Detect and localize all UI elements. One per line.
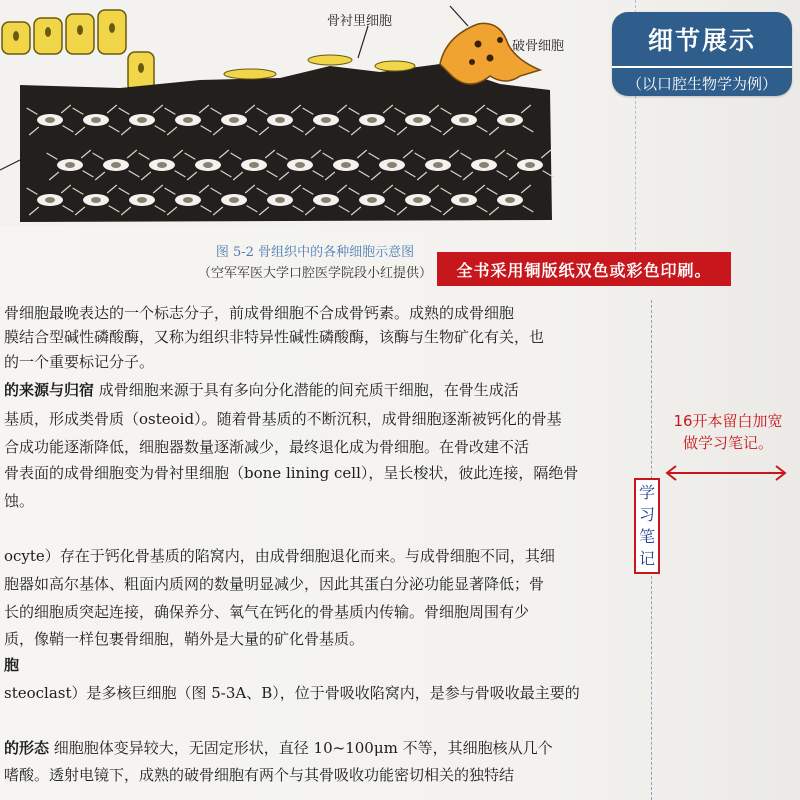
body-line-text: 的一个重要标记分子。 — [4, 353, 155, 371]
osteoclast-label: 破骨细胞 — [512, 39, 565, 54]
margin-note — [660, 410, 796, 454]
study-notes-tag — [634, 478, 660, 574]
figure-caption: 图 5-2 骨组织中的各种细胞示意图 — [215, 245, 415, 260]
body-line — [4, 462, 578, 483]
body-line — [4, 408, 562, 429]
badge-title: 细节展示 — [612, 12, 792, 66]
section-heading: 的来源与归宿 — [4, 381, 95, 399]
width-arrow-icon — [664, 464, 788, 482]
body-line-text: 膜结合型碱性磷酸酶，又称为组织非特异性碱性磷酸酶，该酶与生物矿化有关，也 — [4, 328, 545, 346]
body-line — [4, 302, 514, 323]
section-heading: 的形态 — [4, 739, 50, 757]
badge-subtitle: （以口腔生物学为例） — [612, 66, 792, 96]
margin-note-line2: 做学习笔记。 — [682, 434, 773, 452]
printing-banner: 全书采用铜版纸双色或彩色印刷。 — [437, 252, 731, 286]
body-line-text: ocyte）存在于钙化骨基质的陷窝内，由成骨细胞退化而来。与成骨细胞不同，其细 — [4, 547, 555, 565]
section-heading: 胞 — [4, 656, 20, 674]
figure-credit: （空军军医大学口腔医学院段小红提供） — [197, 266, 432, 281]
body-line — [4, 628, 364, 649]
study-notes-char: 学 — [638, 483, 655, 502]
body-line — [4, 682, 580, 703]
body-line-text: 蚀。 — [4, 492, 35, 510]
body-line-text: 骨表面的成骨细胞变为骨衬里细胞（bone lining cell），呈长梭状，彼此连接，隔绝骨 — [4, 464, 579, 482]
body-line-text: 成骨细胞来源于具有多向分化潜能的间充质干细胞，在骨生成活 — [94, 381, 519, 399]
bone-lining-cell-label: 骨衬里细胞 — [327, 14, 393, 29]
body-line — [4, 545, 555, 566]
body-line-text: 基质，形成类骨质（osteoid）。随着骨基质的不断沉积，成骨细胞逐渐被钙化的骨基 — [4, 410, 562, 428]
body-line — [4, 326, 544, 347]
study-notes-char: 记 — [638, 549, 655, 568]
study-notes-char: 笔 — [638, 527, 655, 546]
body-line-text: 长的细胞质突起连接，确保养分、氧气在钙化的骨基质内传输。骨细胞周围有少 — [4, 603, 530, 621]
body-line-text: 细胞胞体变异较大，无固定形状，直径 10~100μm 不等，其细胞核从几个 — [49, 739, 553, 757]
body-line-text: 骨细胞最晚表达的一个标志分子，前成骨细胞不合成骨钙素。成熟的成骨细胞 — [4, 304, 515, 322]
body-line — [4, 654, 19, 675]
body-line-text: 合成功能逐渐降低，细胞器数量逐渐减少，最终退化成为骨细胞。在骨改建不活 — [4, 438, 530, 456]
detail-badge — [612, 12, 792, 96]
body-line — [4, 737, 553, 758]
body-line-text: 质，像鞘一样包裹骨细胞，鞘外是大量的矿化骨基质。 — [4, 630, 365, 648]
study-notes-char: 习 — [638, 505, 655, 524]
body-line-text: steoclast）是多核巨细胞（图 5-3A、B），位于骨吸收陷窝内，是参与骨吸收最主要的 — [4, 684, 580, 702]
body-line-text: 胞器如高尔基体、粗面内质网的数量明显减少，因此其蛋白分泌功能显著降低；骨 — [4, 575, 545, 593]
bone-cells-illustration — [0, 0, 560, 226]
body-line — [4, 351, 154, 372]
body-line — [4, 490, 34, 511]
body-line-text: 嗜酸。透射电镜下，成熟的破骨细胞有两个与其骨吸收功能密切相关的独特结 — [4, 766, 515, 784]
margin-note-line1: 16开本留白加宽 — [673, 412, 783, 430]
body-line — [4, 379, 519, 400]
body-line — [4, 436, 529, 457]
body-line — [4, 573, 544, 594]
body-line — [4, 764, 514, 785]
body-line — [4, 601, 529, 622]
